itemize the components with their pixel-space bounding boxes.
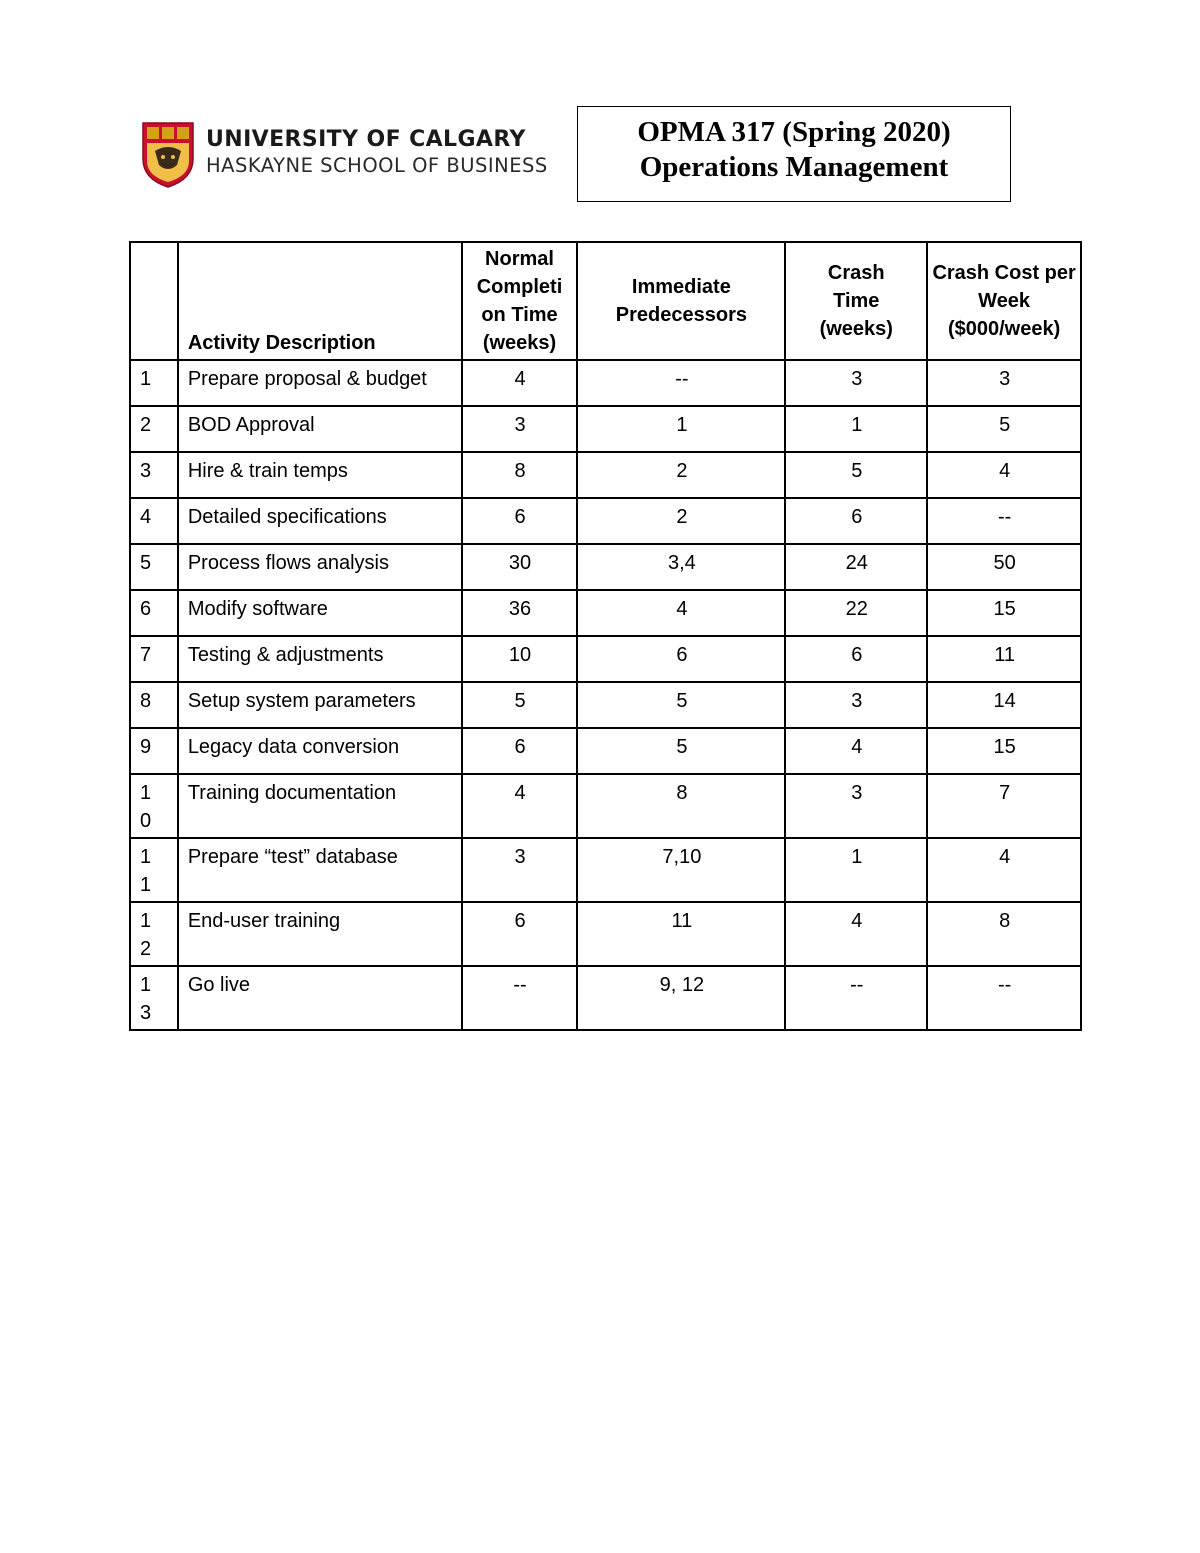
course-title-box — [577, 106, 1011, 202]
row-crash-time: 24 — [785, 544, 927, 590]
row-description: Process flows analysis — [178, 544, 462, 590]
row-crash-cost: -- — [927, 966, 1081, 1030]
row-crash-time: 6 — [785, 498, 927, 544]
row-normal-time: 3 — [462, 838, 578, 902]
row-num — [130, 360, 178, 406]
row-crash-cost: 50 — [927, 544, 1081, 590]
header-crash-cost: Crash Cost per Week ($000/week) — [927, 242, 1081, 360]
row-description: Setup system parameters — [178, 682, 462, 728]
table-row — [130, 498, 1081, 544]
row-normal-time: 6 — [462, 902, 578, 966]
row-predecessors: 7,10 — [577, 838, 785, 902]
header-crash-time: Crash Time (weeks) — [785, 242, 927, 360]
header-normal-time: Normal Completi on Time (weeks) — [462, 242, 578, 360]
row-crash-time: 3 — [785, 774, 927, 838]
row-number-text: 9 — [140, 736, 152, 758]
row-crash-cost: 4 — [927, 838, 1081, 902]
row-number-text: 2 — [140, 414, 152, 436]
table-row — [130, 636, 1081, 682]
row-number-text: 6 — [140, 598, 152, 620]
row-number-text: 10 — [140, 782, 152, 832]
row-num — [130, 682, 178, 728]
row-crash-time: 4 — [785, 728, 927, 774]
row-number-text: 1 — [140, 368, 152, 390]
row-number-text: 8 — [140, 690, 152, 712]
table-row — [130, 774, 1081, 838]
table-header-row — [130, 242, 1081, 360]
row-number-text: 7 — [140, 644, 152, 666]
row-num — [130, 498, 178, 544]
row-predecessors: -- — [577, 360, 785, 406]
row-crash-time: 22 — [785, 590, 927, 636]
row-crash-cost: 11 — [927, 636, 1081, 682]
row-normal-time: 4 — [462, 360, 578, 406]
row-normal-time: -- — [462, 966, 578, 1030]
row-description: Go live — [178, 966, 462, 1030]
row-num — [130, 452, 178, 498]
header-description: Activity Description — [178, 242, 462, 360]
table-row — [130, 452, 1081, 498]
row-predecessors: 1 — [577, 406, 785, 452]
row-description: End-user training — [178, 902, 462, 966]
row-predecessors: 2 — [577, 498, 785, 544]
row-normal-time: 6 — [462, 728, 578, 774]
row-description: Prepare proposal & budget — [178, 360, 462, 406]
row-predecessors: 6 — [577, 636, 785, 682]
university-crest-icon — [141, 121, 195, 189]
row-number-text: 13 — [140, 974, 152, 1024]
course-title: OPMA 317 (Spring 2020) — [637, 116, 951, 148]
row-num — [130, 902, 178, 966]
row-normal-time: 10 — [462, 636, 578, 682]
row-crash-cost: -- — [927, 498, 1081, 544]
course-subject: Operations Management — [639, 151, 949, 183]
table-row — [130, 838, 1081, 902]
row-crash-cost: 8 — [927, 902, 1081, 966]
row-crash-time: 1 — [785, 406, 927, 452]
row-description: Prepare “test” database — [178, 838, 462, 902]
table-row — [130, 966, 1081, 1030]
row-crash-cost: 15 — [927, 590, 1081, 636]
row-crash-time: 3 — [785, 360, 927, 406]
row-number-text: 3 — [140, 460, 152, 482]
row-crash-cost: 7 — [927, 774, 1081, 838]
row-crash-cost: 3 — [927, 360, 1081, 406]
table-row — [130, 544, 1081, 590]
row-num — [130, 728, 178, 774]
row-num — [130, 590, 178, 636]
row-normal-time: 36 — [462, 590, 578, 636]
table-row — [130, 360, 1081, 406]
row-crash-cost: 4 — [927, 452, 1081, 498]
row-predecessors: 8 — [577, 774, 785, 838]
row-number-text: 12 — [140, 910, 152, 960]
row-crash-cost: 15 — [927, 728, 1081, 774]
row-num — [130, 406, 178, 452]
row-number-text: 4 — [140, 506, 152, 528]
row-normal-time: 4 — [462, 774, 578, 838]
table-row — [130, 902, 1081, 966]
row-num — [130, 966, 178, 1030]
row-predecessors: 2 — [577, 452, 785, 498]
row-normal-time: 8 — [462, 452, 578, 498]
row-num — [130, 636, 178, 682]
table-row — [130, 728, 1081, 774]
row-normal-time: 30 — [462, 544, 578, 590]
header-num — [130, 242, 178, 360]
row-num — [130, 838, 178, 902]
row-predecessors: 5 — [577, 682, 785, 728]
table-body — [130, 360, 1081, 1030]
row-num — [130, 774, 178, 838]
table-row — [130, 682, 1081, 728]
row-description: Training documentation — [178, 774, 462, 838]
row-crash-time: 6 — [785, 636, 927, 682]
row-crash-cost: 5 — [927, 406, 1081, 452]
row-description: BOD Approval — [178, 406, 462, 452]
row-description: Hire & train temps — [178, 452, 462, 498]
row-number-text: 5 — [140, 552, 152, 574]
row-crash-time: 1 — [785, 838, 927, 902]
row-description: Modify software — [178, 590, 462, 636]
row-normal-time: 5 — [462, 682, 578, 728]
row-number-text: 11 — [140, 846, 152, 896]
table-row — [130, 406, 1081, 452]
row-description: Legacy data conversion — [178, 728, 462, 774]
university-logo — [141, 121, 571, 191]
row-normal-time: 6 — [462, 498, 578, 544]
row-crash-time: 4 — [785, 902, 927, 966]
row-predecessors: 4 — [577, 590, 785, 636]
header-predecessors: Immediate Predecessors — [577, 242, 785, 360]
row-predecessors: 11 — [577, 902, 785, 966]
row-normal-time: 3 — [462, 406, 578, 452]
row-crash-time: 5 — [785, 452, 927, 498]
row-description: Detailed specifications — [178, 498, 462, 544]
table-row — [130, 590, 1081, 636]
row-num — [130, 544, 178, 590]
row-crash-time: -- — [785, 966, 927, 1030]
university-name: UNIVERSITY OF CALGARY — [206, 127, 526, 152]
row-predecessors: 9, 12 — [577, 966, 785, 1030]
row-predecessors: 3,4 — [577, 544, 785, 590]
school-name: HASKAYNE SCHOOL OF BUSINESS — [206, 154, 548, 177]
row-predecessors: 5 — [577, 728, 785, 774]
row-crash-cost: 14 — [927, 682, 1081, 728]
row-description: Testing & adjustments — [178, 636, 462, 682]
row-crash-time: 3 — [785, 682, 927, 728]
activities-table — [129, 241, 1082, 1031]
